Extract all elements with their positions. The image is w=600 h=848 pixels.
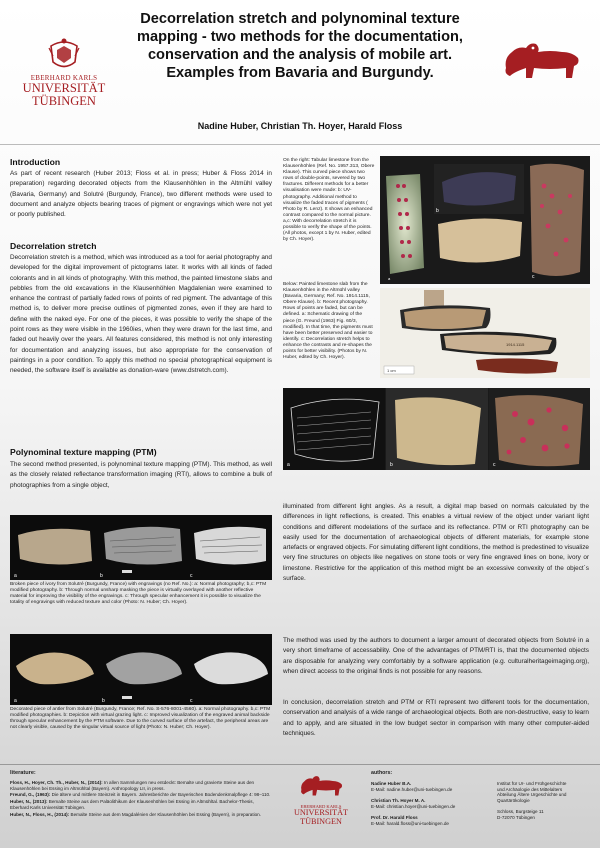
header-divider <box>0 144 600 145</box>
contact-entry: Christian Th. Hoyer M. A. E-Mail: christian.hoyer@uni-tuebingen.de <box>371 798 456 809</box>
conclusion-text: In conclusion, decorrelation stretch and PTM or RTI represent two different tools for the documentation, conservation and analysis of a wide range of archaeological objects. Both are non-destructive, easy to learn and to apply, and are situated in the low budget sector in comparison with many other computer-aided techniques. <box>283 699 589 737</box>
institute-address: Institut für Ur- und Frühgeschichte und Archäologie des Mittelalters Abteilung Ältere Urgeschichte und Quartärökologie Schloss, Burgsteige 11 D-72070 Tübingen <box>497 781 567 820</box>
tablet-photo-a <box>386 174 424 274</box>
decorrelation-heading: Decorrelation stretch <box>10 241 97 251</box>
photo-panel-ivory <box>10 515 272 580</box>
antler-photo-b <box>106 652 182 684</box>
caption-limestone-slab: Below: Painted limestone slab from the Klausenhöhlen in the Altmühl valley (Bavaria, Germany; Ref. No. 1914.1115, Obere Klause). b: Recent photography. Rows of points are faded, but can be defined. a: Schematic drawing of the piece (G. Freund (1963) Fig. 60/3, modified). In that time, the pigments must have been better preserved and easier to identify. c: Decorrelation stretch helps to enhance the contrasts and re-shapes the points for better visibility. (Photos by N. Huber, edited by Ch. Hoyer). <box>283 282 373 361</box>
literature-heading: literature: <box>10 770 36 776</box>
university-name-line1: EBERHARD KARLS <box>30 74 98 82</box>
literature-item: Floss, H., Hoyer, Ch. Th., Huber, N., (2014): In allen Sammlungen neu entdeckt: Bemalte und gravierte Steine aus den Klausenhöhlen bei Essing im Altmühltal (Bayern). Anthropology LII, in press. <box>10 780 255 791</box>
decorrelation-bottom-photos <box>283 388 590 470</box>
contact-email[interactable]: E-Mail: harald.floss@uni-tuebingen.de <box>371 820 449 826</box>
caption-antler: Decorated piece of antler from Solutré (Burgundy, France; Ref. No. S-576-8001-4560). a: Normal photography. b,c: PTM modified photographies. b: Depiction with virtual grazing light. c: Improved visualization of the engraved animal backside through specular enhancement by the PTM software. Due to the curved surface of the artefact, the peripheral areas are not clearly visible, caused by the singular virtual source of light (Photo: N. Huber; Ch. Hoyer). <box>10 707 271 731</box>
contacts-heading: authors: <box>371 770 393 776</box>
photo-b <box>395 397 481 465</box>
ivory-label-b: b <box>100 573 103 579</box>
literature-item: Huber, N., (2013): Bemalte Steine aus dem Paläolithikum der Klausenhöhlen bei Essing im Altmühltal. Bachelor-Thesis, Eberhard Karls Universität Tübingen. <box>10 799 254 810</box>
label-c: c <box>532 274 535 280</box>
footer-university-logo <box>282 773 360 826</box>
label-a: a <box>388 276 391 281</box>
university-name-line2: UNIVERSITÄT <box>22 81 106 95</box>
ptm-text: The second method presented, is polynominal texture mapping (PTM). This method, as well as the closely related reflectance transformation imaging (RTI), allows to combine a bulk of photographies from a single object, <box>10 461 272 489</box>
poster-authors: Nadine Huber, Christian Th. Hoyer, Harald Floss <box>197 121 403 131</box>
introduction-text: As part of recent research (Huber 2013; Floss et al. in press; Huber & Floss 2014 in preparation) regarding decorated objects from the Klausenhöhlen in the Altmühl valley (Bavaria, Germany) and Solutré (Burgundy, France), two different methods were used to document and analyze objects bearing traces of pigment or engravings which were not yet or poorly published. <box>10 170 272 219</box>
contact-email[interactable]: E-Mail: christian.hoyer@uni-tuebingen.de <box>371 803 456 809</box>
antler-photos <box>10 634 272 705</box>
coat-of-arms-icon <box>47 36 81 72</box>
ivory-photo-b <box>104 527 182 565</box>
photo-c <box>495 395 583 466</box>
horse-figurine-icon <box>500 38 582 84</box>
university-logo <box>10 36 118 108</box>
literature-item: Huber, N., Floss, H., (2014): Bemalte Steine aus dem Magdalénien der Klausenhöhlen bei Essing (Bayern), in preparation. <box>10 811 262 817</box>
tablet-photo-normal <box>438 218 522 262</box>
caption-ivory: Broken piece of ivory from Solutré (Burgundy, France) with engravings (no Ref. No.): a: Normal photography; b,c: PTM modified photography. b: Through normal unsharp masking the piece is virtually overlayed with another reflective material for improving the visibility of the engravings. c: Through specular enhancement it is possible to visualize the totality of engravings with reduced texture and color (Photo: N. Huber; Ch. Hoyer). <box>10 582 267 606</box>
introduction-heading: Introduction <box>10 157 61 167</box>
contact-entry: Nadine Huber B.A. E-Mail: nadine.huber@uni-tuebingen.de <box>371 781 453 792</box>
photo-panel-antler <box>10 634 272 705</box>
literature-item: Freund, G., (1963): Die ältere und mittlere Steinzeit in Bayern. Jahresberichte der Bayerischen Bodendenkmalpflege 4: 98–110. <box>10 792 271 798</box>
photo-panel-limestone-slab <box>380 288 590 378</box>
ptm-text-continued: illuminated from different light angles. As a result, a digital map based on normals calculated by the differences in light reflections, is created. This enables a virtual review of the object under variant light conditions and different modelations of the surface and its reflectance. PTM or RTI photography can be easily used for the documentation of archaeological objects of different materials, for example stone artefacts or engraved objects. For simulating different light conditions, the method is predestined to visualize very fine structures on objects like negatives on stone tools or very fine engraved lines on bone, ivory or limestone. Restrictive for the application of this method might be an excessive convexity of the object´s surface. <box>283 503 589 583</box>
label-c2: c <box>493 462 496 468</box>
ivory-photo-a <box>18 529 92 565</box>
caption-limestone-tablet: On the right: Tabular limestone from the Klausenhöhlen (Ref. No. 1957.313, Obere Klause). This curved piece shows two rows of double-points, severed by two fractures. Different methods for a better visualisation were made: b: UV-photography. Additional method to visualize the faded traces of pigments ( Photo by R. Lenz). It shows an enhanced contrast compared to the normal picture. a,c: With decorrelation stretch it is possible to verify the shape of the points. (All photos, except 1 by N. Huber, edited by Ch. Hoyer). <box>283 158 375 243</box>
antler-label-c: c <box>190 698 193 704</box>
photo-panel-decorrelation-bottom <box>283 388 590 470</box>
antler-photo-a <box>16 653 94 685</box>
footer-university-line3: TÜBINGEN <box>300 816 342 826</box>
antler-label-b: b <box>102 698 105 704</box>
contact-entry: Prof. Dr. Harald Floss E-Mail: harald.floss@uni-tuebingen.de <box>371 815 449 826</box>
limestone-tablet-photos <box>380 156 590 284</box>
photo-panel-limestone-tablet <box>380 156 590 284</box>
footer-university-line1: EBERHARD KARLS <box>300 804 342 809</box>
contact-email[interactable]: E-Mail: nadine.huber@uni-tuebingen.de <box>371 786 453 792</box>
method-use-text: The method was used by the authors to document a larger amount of decorated objects from Solutré in a very short timeframe of accessability. One of the advantages of PTM/RTI is, that the documented objects are disposable for analyzing very comfortably by a software application (e.g. culturalheritageimaging.org), when direct access to the original finds is not possible for any reasons. <box>283 637 589 675</box>
ivory-label-c: c <box>190 573 193 579</box>
poster-title: Decorrelation stretch and polynominal texture mapping - two methods for the documentation, conservation and the analysis of mobile art. Examples from Bavaria and Burgundy. <box>137 11 463 81</box>
literature-list <box>10 780 272 818</box>
scale-note: 1 cm <box>387 368 396 373</box>
footer-horse-icon <box>298 773 344 799</box>
slab-photo-b <box>404 308 486 329</box>
label-a2: a <box>287 462 290 468</box>
decorrelation-text: Decorrelation stretch is a method, which was introduced as a tool for aerial photography and developed for the digital improvement of pictograms later. It works with all kinds of faded colorants and in all kinds of photography. With this method, the painted limestone slabs and pebbles from the old excavations in the Klausenhöhlen Magdalenian were examined to enhance the contrast of partially faded rows of points of red pigment. The advantage of this method is, to deliver more precise outlines of pigmented zones, even if they are hard to define with the naked eye. For one of the pieces, it was possible to verify the shape of the point rows as they were visible in the 1960ies, when they were drawn for the last time, and faded out heavily over the years. All features considered, this method is not only interesting for documentation and analyzing issues, but also appropriate for the conservation of paintings in a poor condition. To apply this method no special photographical equipment is needed, the software itself is available as donation-ware (www.dstretch.com). <box>10 254 272 375</box>
ivory-photo-c <box>194 527 266 565</box>
label-b2: b <box>390 462 393 468</box>
footer-university-line2: UNIVERSITÄT <box>293 808 349 817</box>
ivory-label-a: a <box>14 573 17 579</box>
slab-photo-c <box>476 358 558 373</box>
university-name-line3: TÜBINGEN <box>32 94 96 108</box>
label-b: b <box>436 208 439 214</box>
contacts-list <box>371 781 489 833</box>
antler-photo-c <box>194 652 268 684</box>
ptm-heading: Polynominal texture mapping (PTM) <box>10 447 157 457</box>
slab-ref-mark: 1914.1115 <box>506 342 525 347</box>
footer-divider <box>0 764 600 765</box>
limestone-slab-photos <box>380 288 590 378</box>
tablet-photo-c <box>530 164 584 276</box>
antler-label-a: a <box>14 698 17 704</box>
ivory-photos <box>10 515 272 580</box>
